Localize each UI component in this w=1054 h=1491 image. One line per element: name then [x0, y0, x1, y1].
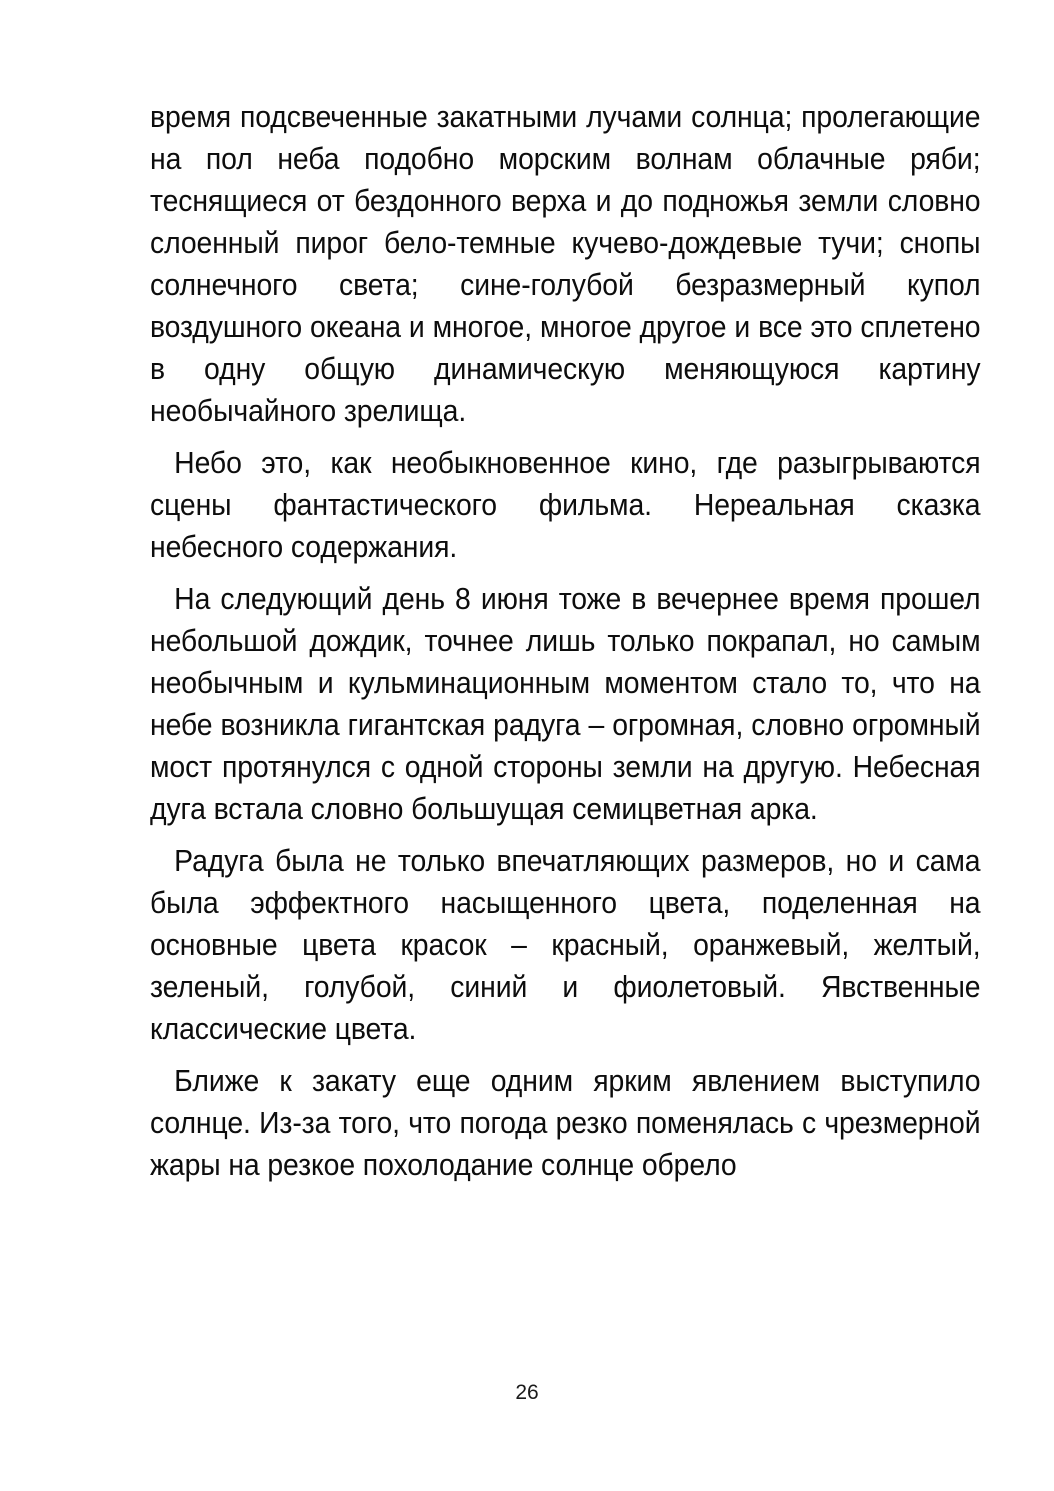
- paragraph-3: На следующий день 8 июня тоже в вечернее время прошел небольшой дождик, точнее лишь только покрапал, но самым необычным и кульминационным моментом стало то, что на небе возникла гигантская радуга – огромная, словно огромный мост протянулся с одной стороны земли на другую. Небесная дуга встала словно большущая семицветная арка.: [150, 582, 981, 826]
- paragraph-2: Небо это, как необыкновенное кино, где разыгрываются сцены фантастического фильма. Нереальная сказка небесного содержания.: [150, 446, 981, 564]
- paragraph-1: время подсвеченные закатными лучами солнца; пролегающие на пол неба подобно морским волнам облачные ряби; теснящиеся от бездонного верха и до подножья земли словно слоенный пирог бело-темные кучево-дождевые тучи; снопы солнечного света; сине-голубой безразмерный купол воздушного океана и многое, многое другое и все это сплетено в одну общую динамическую меняющуюся картину необычайного зрелища.: [150, 100, 981, 428]
- body-text-column: [150, 96, 980, 1186]
- page-number: 26: [515, 1381, 539, 1404]
- paragraph-4: Радуга была не только впечатляющих размеров, но и сама была эффектного насыщенного цвета, поделенная на основные цвета красок – красный, оранжевый, желтый, зеленый, голубой, синий и фиолетовый. Явственные классические цвета.: [150, 844, 981, 1046]
- paragraph-5: Ближе к закату еще одним ярким явлением выступило солнце. Из-за того, что погода резко поменялась с чрезмерной жары на резкое похолодание солнце обрело: [150, 1064, 981, 1182]
